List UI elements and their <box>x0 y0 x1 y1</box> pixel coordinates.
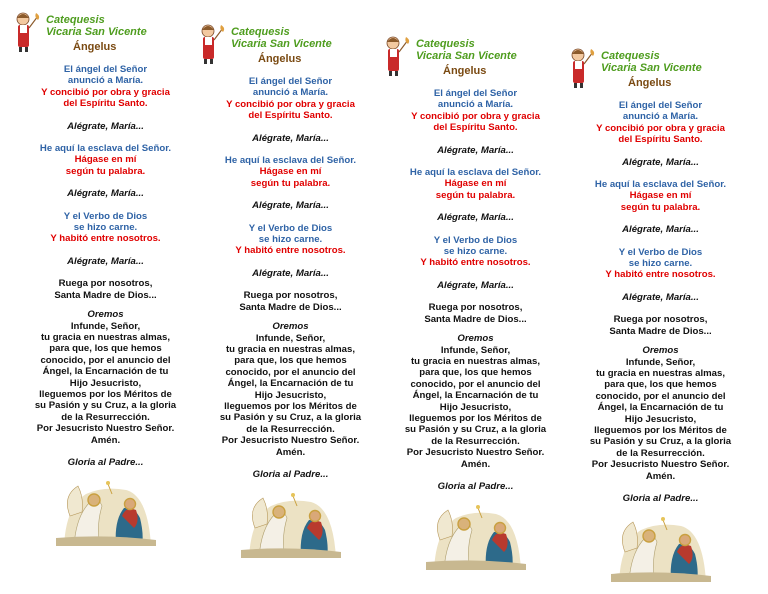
hail-mary-2: Alégrate, María... <box>622 224 699 236</box>
prayer-title: Ángelus <box>73 41 117 53</box>
prayer-title: Ángelus <box>258 53 302 65</box>
versicle-3: Y el Verbo de Dios se hizo carne. <box>248 222 333 246</box>
response-1: Y concibió por obra y gracia del Espíritu Santo. <box>226 98 355 122</box>
org-line-catequesis: Catequesis <box>416 38 475 50</box>
prayer-title: Ángelus <box>443 65 487 77</box>
altar-boy-icon <box>384 34 412 78</box>
card-header <box>13 10 198 52</box>
altar-boy-icon <box>14 10 42 54</box>
org-line-catequesis: Catequesis <box>601 50 660 62</box>
hail-mary-2: Alégrate, María... <box>67 188 144 200</box>
org-line-vicaria: Vicaria San Vicente <box>231 38 332 50</box>
oremos-heading: Oremos <box>87 309 124 321</box>
pray-for-us: Ruega por nosotros, Santa Madre de Dios... <box>609 314 712 337</box>
oremos-heading: Oremos <box>272 321 309 333</box>
organization-name <box>231 26 332 50</box>
annunciation-painting <box>56 476 156 546</box>
versicle-2: He aquí la esclava del Señor. <box>594 179 727 191</box>
org-line-vicaria: Vicaria San Vicente <box>46 26 147 38</box>
versicle-2: He aquí la esclava del Señor. <box>39 143 172 155</box>
org-line-vicaria: Vicaria San Vicente <box>416 50 517 62</box>
closing-prayer: Infunde, Señor, tu gracia en nuestras almas, para que, los que hemos conocido, por el anuncio del Ángel, la Encarnación de tu Hijo Jesucristo, lleguemos por los Méritos de su Pasión y su Cruz, a la gloria de la Resurrección. Por Jesucristo Nuestro Señor. Amén. <box>34 320 177 446</box>
angelus-card-4 <box>568 46 753 582</box>
response-2: Hágase en mí según tu palabra. <box>435 178 516 201</box>
organization-name <box>46 14 147 38</box>
org-line-vicaria: Vicaria San Vicente <box>601 62 702 74</box>
org-line-catequesis: Catequesis <box>46 14 105 26</box>
hail-mary-3: Alégrate, María... <box>437 279 514 291</box>
versicle-1: El ángel del Señor anunció a María. <box>618 100 703 123</box>
versicle-2: He aquí la esclava del Señor. <box>409 167 542 179</box>
angelus-card-3 <box>383 34 568 570</box>
versicle-2: He aquí la esclava del Señor. <box>224 155 357 167</box>
organization-name <box>416 38 517 62</box>
card-header <box>568 46 753 88</box>
org-line-catequesis: Catequesis <box>231 26 290 38</box>
response-1: Y concibió por obra y gracia del Espíritu Santo. <box>411 110 540 134</box>
hail-mary-2: Alégrate, María... <box>437 212 514 224</box>
hail-mary-1: Alégrate, María... <box>622 156 699 168</box>
versicle-1: El ángel del Señor anunció a María. <box>248 76 333 99</box>
gloria-line: Gloria al Padre... <box>622 492 699 504</box>
organization-name <box>601 50 702 74</box>
response-2: Hágase en mí según tu palabra. <box>620 190 701 213</box>
response-1: Y concibió por obra y gracia del Espíritu Santo. <box>596 122 725 146</box>
hail-mary-3: Alégrate, María... <box>67 255 144 267</box>
oremos-heading: Oremos <box>642 345 679 357</box>
versicle-3: Y el Verbo de Dios se hizo carne. <box>618 246 703 270</box>
response-1: Y concibió por obra y gracia del Espíritu Santo. <box>41 86 170 110</box>
hail-mary-3: Alégrate, María... <box>622 291 699 303</box>
closing-prayer: Infunde, Señor, tu gracia en nuestras almas, para que, los que hemos conocido, por el anuncio del Ángel, la Encarnación de tu Hijo Jesucristo, lleguemos por los Méritos de su Pasión y su Cruz, a la gloria de la Resurrección. Por Jesucristo Nuestro Señor. Amén. <box>589 356 732 482</box>
angelus-card-1 <box>13 10 198 546</box>
closing-prayer: Infunde, Señor, tu gracia en nuestras almas, para que, los que hemos conocido, por el anuncio del Ángel, la Encarnación de tu Hijo Jesucristo, lleguemos por los Méritos de su Pasión y su Cruz, a la gloria de la Resurrección. Por Jesucristo Nuestro Señor. Amén. <box>219 332 362 458</box>
hail-mary-2: Alégrate, María... <box>252 200 329 212</box>
altar-boy-icon <box>569 46 597 90</box>
card-header <box>198 22 383 64</box>
hail-mary-3: Alégrate, María... <box>252 267 329 279</box>
gloria-line: Gloria al Padre... <box>67 456 144 468</box>
response-3: Y habitó entre nosotros. <box>50 233 161 245</box>
altar-boy-icon <box>199 22 227 66</box>
versicle-3: Y el Verbo de Dios se hizo carne. <box>433 234 518 258</box>
gloria-line: Gloria al Padre... <box>252 468 329 480</box>
hail-mary-1: Alégrate, María... <box>437 144 514 156</box>
response-3: Y habitó entre nosotros. <box>605 269 716 281</box>
hail-mary-1: Alégrate, María... <box>252 132 329 144</box>
annunciation-painting <box>241 488 341 558</box>
closing-prayer: Infunde, Señor, tu gracia en nuestras almas, para que, los que hemos conocido, por el anuncio del Ángel, la Encarnación de tu Hijo Jesucristo, lleguemos por los Méritos de su Pasión y su Cruz, a la gloria de la Resurrección. Por Jesucristo Nuestro Señor. Amén. <box>404 344 547 470</box>
response-2: Hágase en mí según tu palabra. <box>250 166 331 189</box>
angelus-card-2 <box>198 22 383 558</box>
versicle-3: Y el Verbo de Dios se hizo carne. <box>63 210 148 234</box>
annunciation-painting <box>611 512 711 582</box>
pray-for-us: Ruega por nosotros, Santa Madre de Dios... <box>54 278 157 301</box>
response-3: Y habitó entre nosotros. <box>420 257 531 269</box>
card-header <box>383 34 568 76</box>
oremos-heading: Oremos <box>457 333 494 345</box>
pray-for-us: Ruega por nosotros, Santa Madre de Dios... <box>424 302 527 325</box>
gloria-line: Gloria al Padre... <box>437 480 514 492</box>
annunciation-painting <box>426 500 526 570</box>
pray-for-us: Ruega por nosotros, Santa Madre de Dios... <box>239 290 342 313</box>
versicle-1: El ángel del Señor anunció a María. <box>63 64 148 87</box>
response-3: Y habitó entre nosotros. <box>235 245 346 257</box>
hail-mary-1: Alégrate, María... <box>67 120 144 132</box>
response-2: Hágase en mí según tu palabra. <box>65 154 146 177</box>
prayer-title: Ángelus <box>628 77 672 89</box>
versicle-1: El ángel del Señor anunció a María. <box>433 88 518 111</box>
